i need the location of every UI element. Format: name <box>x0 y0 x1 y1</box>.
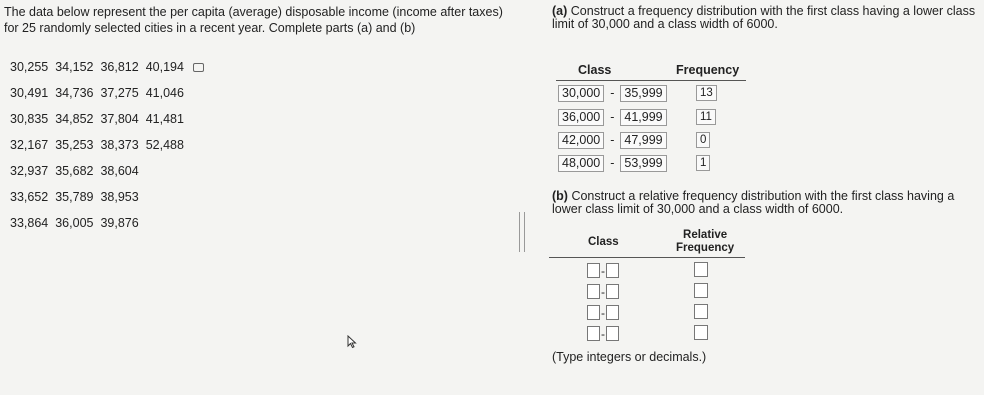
mouse-pointer-icon <box>347 335 357 349</box>
part-b-label: (b) <box>552 189 568 203</box>
class-upper-input[interactable] <box>606 326 619 341</box>
class-upper-field[interactable]: 53,999 <box>620 155 666 172</box>
data-row <box>10 86 191 100</box>
data-value: 40,194 <box>145 60 184 74</box>
table-a-frequency-header: Frequency <box>676 63 740 77</box>
range-dash: - <box>610 110 615 124</box>
table-a-header-rule <box>556 80 746 81</box>
frequency-field[interactable]: 1 <box>696 155 710 171</box>
table-a-row <box>558 108 667 126</box>
problem-statement: The data below represent the per capita (average) disposable income (income after taxes) for 25 randomly selected cities in a recent year. Complete parts (a) and (b) <box>4 5 503 35</box>
table-b-row <box>587 304 619 323</box>
data-value: 32,937 <box>10 164 49 178</box>
pane-resize-handle[interactable] <box>519 212 525 252</box>
range-dash: - <box>601 326 605 341</box>
data-row <box>10 216 146 230</box>
table-b-row <box>587 325 619 344</box>
range-dash: - <box>610 156 615 170</box>
data-value: 35,253 <box>55 138 94 152</box>
data-row <box>10 60 211 74</box>
range-dash: - <box>601 284 605 299</box>
data-value: 34,152 <box>55 60 94 74</box>
data-value: 37,275 <box>100 86 139 100</box>
table-b-class-header: Class <box>588 236 619 248</box>
table-b-relfreq-header <box>676 229 734 255</box>
frequency-field[interactable]: 11 <box>696 109 716 125</box>
relfreq-header-line1: Relative <box>683 229 728 241</box>
range-dash: - <box>610 86 615 100</box>
class-lower-input[interactable] <box>587 326 600 341</box>
class-upper-field[interactable]: 35,999 <box>620 85 666 102</box>
class-lower-input[interactable] <box>587 305 600 320</box>
table-a-row <box>558 84 667 102</box>
relfreq-header-line2: Frequency <box>676 242 735 254</box>
data-value: 30,255 <box>10 60 49 74</box>
class-lower-field[interactable]: 30,000 <box>558 85 604 102</box>
table-a-class-header: Class <box>578 63 612 77</box>
data-value: 39,876 <box>100 216 139 230</box>
data-value: 36,812 <box>100 60 139 74</box>
class-upper-input[interactable] <box>606 305 619 320</box>
data-value: 38,604 <box>100 164 139 178</box>
data-value: 32,167 <box>10 138 49 152</box>
range-dash: - <box>601 305 605 320</box>
data-value: 34,736 <box>55 86 94 100</box>
class-lower-input[interactable] <box>587 263 600 278</box>
class-lower-field[interactable]: 48,000 <box>558 155 604 172</box>
data-value: 38,953 <box>100 190 139 204</box>
part-a-instructions <box>552 5 982 31</box>
data-value: 41,481 <box>145 112 184 126</box>
table-b-header-rule <box>549 257 745 258</box>
data-value: 41,046 <box>145 86 184 100</box>
relative-frequency-input[interactable] <box>694 283 708 298</box>
range-dash: - <box>601 263 605 278</box>
table-a-row <box>558 154 667 172</box>
part-a-label: (a) <box>552 4 568 18</box>
data-value: 36,005 <box>55 216 94 230</box>
frequency-field[interactable]: 0 <box>696 132 710 148</box>
data-value: 37,804 <box>100 112 139 126</box>
class-lower-field[interactable]: 42,000 <box>558 132 604 149</box>
class-upper-input[interactable] <box>606 284 619 299</box>
relative-frequency-input[interactable] <box>694 262 708 277</box>
data-value: 34,852 <box>55 112 94 126</box>
class-upper-input[interactable] <box>606 263 619 278</box>
frequency-field[interactable]: 13 <box>696 85 717 101</box>
data-value: 35,682 <box>55 164 94 178</box>
relative-frequency-input[interactable] <box>694 325 708 340</box>
data-value: 52,488 <box>145 138 184 152</box>
data-row <box>10 112 191 126</box>
class-upper-field[interactable]: 47,999 <box>620 132 666 149</box>
data-row <box>10 190 146 204</box>
class-upper-field[interactable]: 41,999 <box>620 109 666 126</box>
data-value: 30,835 <box>10 112 49 126</box>
data-row <box>10 164 146 178</box>
data-value: 30,491 <box>10 86 49 100</box>
data-value: 33,864 <box>10 216 49 230</box>
copy-data-icon[interactable] <box>193 63 204 72</box>
relative-frequency-input[interactable] <box>694 304 708 319</box>
part-a-text: Construct a frequency distribution with the first class having a lower class limit of 30,000 and a class width of 6000. <box>552 4 976 31</box>
class-lower-field[interactable]: 36,000 <box>558 109 604 126</box>
data-row <box>10 138 191 152</box>
range-dash: - <box>610 133 615 147</box>
data-value: 35,789 <box>55 190 94 204</box>
input-hint: (Type integers or decimals.) <box>552 350 707 364</box>
class-lower-input[interactable] <box>587 284 600 299</box>
table-a-row <box>558 131 667 149</box>
part-b-text: Construct a relative frequency distribution with the first class having a lower class limit of 30,000 and a class width of 6000. <box>552 189 955 216</box>
data-value: 33,652 <box>10 190 49 204</box>
table-b-row <box>587 283 619 302</box>
data-value: 38,373 <box>100 138 139 152</box>
part-b-instructions <box>552 190 982 216</box>
table-b-row <box>587 262 619 281</box>
